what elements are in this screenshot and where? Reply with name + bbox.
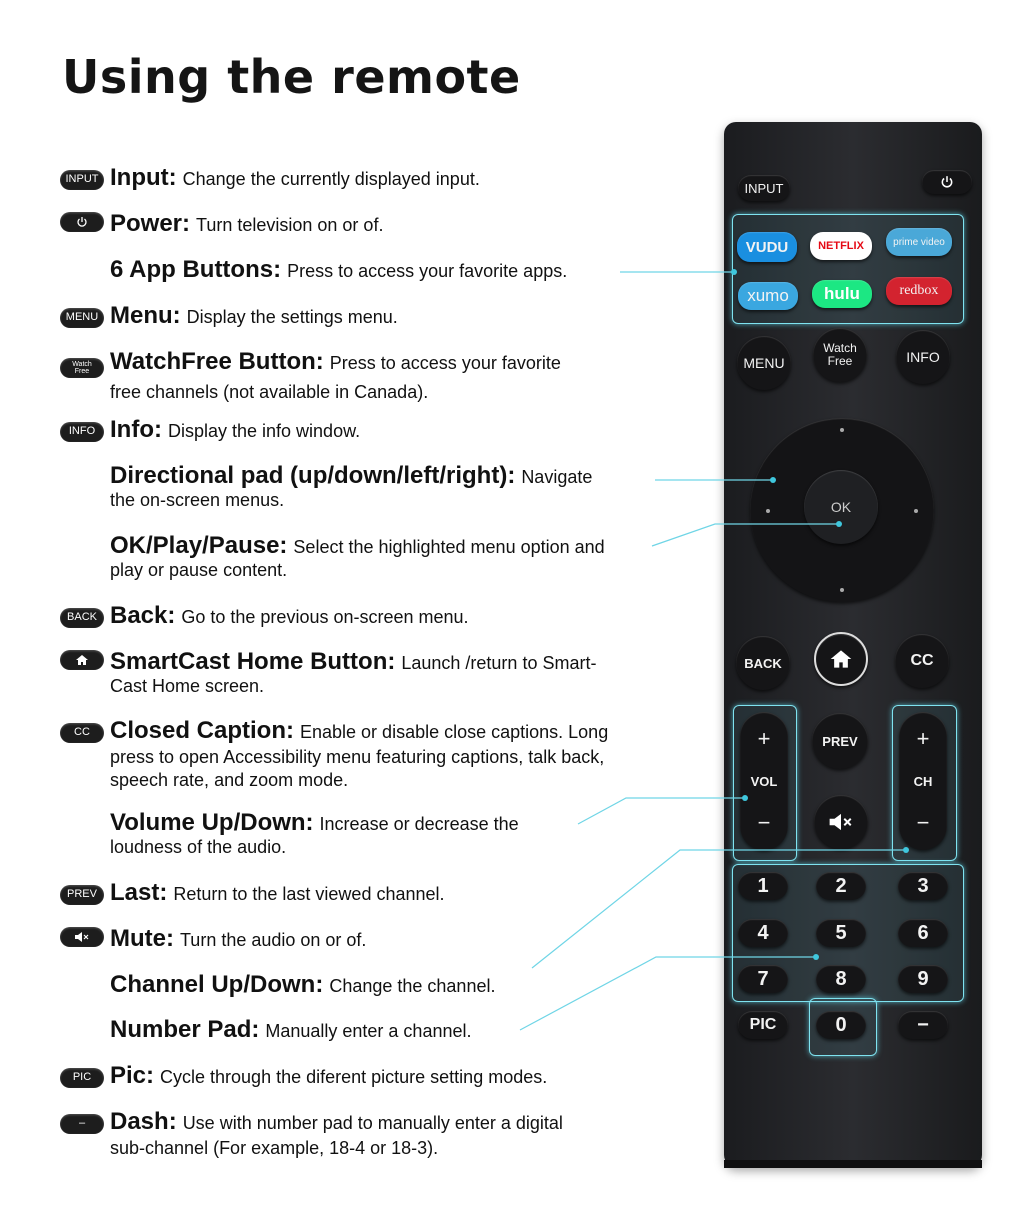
entry-title: Directional pad (up/down/left/right): (110, 462, 516, 489)
digit-7-button[interactable]: 7 (738, 965, 788, 993)
entry-info (60, 418, 660, 445)
power-button[interactable] (922, 170, 972, 194)
entry-channel (60, 973, 660, 998)
dpad-down-dot (840, 588, 844, 592)
entry-desc-cont: free channels (not available in Canada). (110, 382, 429, 402)
entry-title: Last: (110, 879, 168, 906)
entry-title: 6 App Buttons: (110, 256, 282, 283)
cc-button[interactable]: CC (895, 634, 949, 688)
entry-title: Info: (110, 416, 162, 443)
entry-desc: Navigate (521, 467, 593, 487)
entry-desc-cont: speech rate, and zoom mode. (110, 769, 349, 790)
entry-title: Channel Up/Down: (110, 971, 324, 998)
entry-desc-cont: Cast Home screen. (110, 676, 265, 696)
dpad-left-dot (766, 509, 770, 513)
volume-rocker[interactable] (740, 712, 788, 850)
home-icon (60, 650, 104, 670)
entry-desc: Turn the audio on or of. (179, 930, 367, 950)
entry-input (60, 166, 660, 193)
ok-button[interactable]: OK (804, 470, 878, 544)
entry-desc: Enable or disable close captions. Long (300, 722, 609, 742)
dpad-right-dot (914, 509, 918, 513)
entry-home (60, 650, 660, 698)
entry-mute (60, 927, 660, 952)
entry-desc-cont: loudness of the audio. (110, 837, 287, 857)
entry-desc: Manually enter a channel. (265, 1021, 472, 1041)
netflix-button[interactable]: NETFLIX (810, 232, 872, 260)
info-badge: INFO (60, 422, 104, 442)
entry-title: SmartCast Home Button: (110, 648, 396, 675)
entry-desc: Turn television on or of. (196, 215, 384, 235)
power-icon (60, 212, 104, 232)
digit-5-button[interactable]: 5 (816, 919, 866, 947)
entry-desc-cont: play or pause content. (110, 560, 288, 580)
entry-power (60, 212, 660, 237)
entry-desc: Go to the previous on-screen menu. (181, 607, 469, 627)
digit-2-button[interactable]: 2 (816, 872, 866, 900)
entry-desc-cont: press to open Accessibility menu featuring captions, talk back, (110, 746, 605, 767)
entry-desc: Change the channel. (329, 976, 496, 996)
volume-down-button[interactable]: − (757, 810, 771, 835)
pic-button[interactable]: PIC (738, 1011, 788, 1039)
channel-label: CH (913, 773, 933, 789)
mute-icon (60, 927, 104, 947)
entry-watchfree (60, 350, 660, 404)
back-badge: BACK (60, 608, 104, 628)
prev-badge: PREV (60, 885, 104, 905)
entry-dpad (60, 464, 660, 512)
entry-desc: Cycle through the diferent picture setting modes. (160, 1067, 548, 1087)
menu-button[interactable]: MENU (737, 336, 791, 390)
entry-prev (60, 881, 660, 908)
entry-numpad (60, 1018, 660, 1043)
channel-down-button[interactable]: − (916, 810, 930, 835)
entry-title: Pic: (110, 1062, 155, 1089)
entry-menu (60, 304, 660, 331)
entry-desc: Use with number pad to manually enter a digital (182, 1113, 563, 1133)
entry-apps (60, 258, 660, 283)
entry-back (60, 604, 660, 631)
menu-badge: MENU (60, 308, 104, 328)
digit-8-button[interactable]: 8 (816, 965, 866, 993)
input-badge: INPUT (60, 170, 104, 190)
watchfree-button[interactable]: Watch Free (813, 328, 867, 382)
dpad-up-dot (840, 428, 844, 432)
input-button[interactable]: INPUT (738, 175, 790, 201)
watchfree-badge: Watch Free (60, 358, 104, 378)
prev-button[interactable]: PREV (812, 713, 868, 769)
entry-title: OK/Play/Pause: (110, 532, 288, 559)
info-button[interactable]: INFO (896, 330, 950, 384)
entry-title: Closed Caption: (110, 717, 294, 744)
digit-4-button[interactable]: 4 (738, 919, 788, 947)
digit-3-button[interactable]: 3 (898, 872, 948, 900)
entry-title: WatchFree Button: (110, 348, 324, 375)
entry-desc: Change the currently displayed input. (182, 169, 480, 189)
power-icon (940, 175, 954, 189)
entry-desc-cont: the on-screen menus. (110, 490, 285, 510)
pic-badge: PIC (60, 1068, 104, 1088)
mute-icon (828, 812, 854, 832)
entry-desc: Display the settings menu. (186, 307, 398, 327)
entry-title: Mute: (110, 925, 174, 952)
volume-label: VOL (750, 773, 778, 789)
entry-volume (60, 811, 660, 859)
entry-desc: Increase or decrease the (319, 814, 519, 834)
back-button[interactable]: BACK (736, 636, 790, 690)
entry-title: Number Pad: (110, 1016, 260, 1043)
channel-rocker[interactable] (899, 712, 947, 850)
volume-up-button[interactable]: + (757, 726, 771, 751)
entry-title: Dash: (110, 1108, 177, 1135)
entry-ok (60, 534, 660, 582)
channel-up-button[interactable]: + (916, 726, 930, 751)
entry-title: Back: (110, 602, 176, 629)
entry-desc: Press to access your favorite apps. (287, 261, 568, 281)
cc-badge: CC (60, 723, 104, 743)
dash-badge: – (60, 1114, 104, 1134)
entry-title: Input: (110, 164, 177, 191)
digit-0-button[interactable]: 0 (816, 1011, 866, 1039)
digit-6-button[interactable]: 6 (898, 919, 948, 947)
vudu-button[interactable]: VUDU (737, 232, 797, 262)
entry-desc: Select the highlighted menu option and (293, 537, 605, 557)
prime-video-button[interactable]: prime video (886, 228, 952, 256)
digit-9-button[interactable]: 9 (898, 965, 948, 993)
entry-title: Power: (110, 210, 191, 237)
hulu-button[interactable]: hulu (812, 280, 872, 308)
page-title: Using the remote (62, 50, 521, 104)
xumo-button[interactable]: xumo (738, 282, 798, 310)
entry-pic (60, 1064, 660, 1091)
mute-button[interactable] (814, 795, 868, 849)
entry-desc-cont: sub-channel (For example, 18-4 or 18-3). (110, 1137, 439, 1158)
redbox-button[interactable]: redbox (886, 277, 952, 305)
entry-title: Menu: (110, 302, 181, 329)
entry-dash (60, 1110, 660, 1160)
entry-title: Volume Up/Down: (110, 809, 314, 836)
entry-desc: Press to access your favorite (329, 353, 561, 373)
digit-1-button[interactable]: 1 (738, 872, 788, 900)
remote-bottom-edge (724, 1160, 982, 1168)
entry-cc (60, 719, 660, 792)
entry-desc: Launch /return to Smart- (401, 653, 597, 673)
dash-button[interactable]: − (898, 1011, 948, 1039)
entry-desc: Return to the last viewed channel. (173, 884, 445, 904)
entry-desc: Display the info window. (167, 421, 361, 441)
home-icon (829, 648, 853, 670)
home-button[interactable] (814, 632, 868, 686)
